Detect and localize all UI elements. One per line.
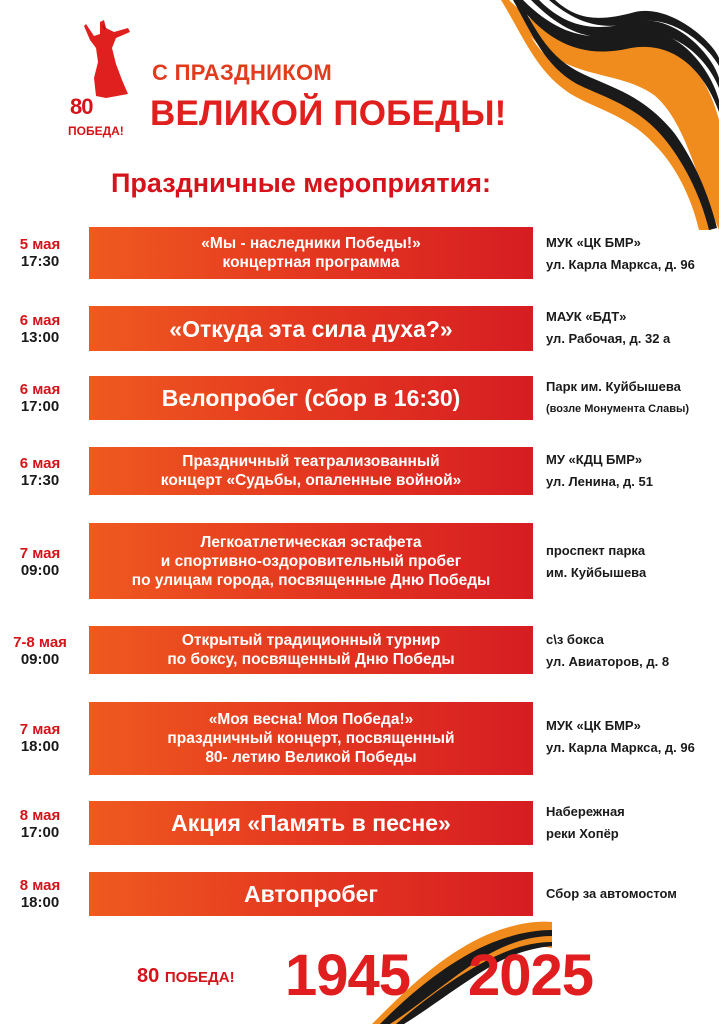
event-day: 6 мая [19,455,61,472]
event-day: 8 мая [19,877,61,894]
event-title-line: концертная программа [222,254,400,271]
event-day: 5 мая [19,236,61,253]
footer-logo-number: 80 [137,965,160,987]
event-title-bar [89,801,533,845]
event-title-bar [89,227,533,279]
event-date [0,236,80,270]
event-venue: Парк им. Куйбышева [546,379,681,394]
event-date [0,312,80,346]
logo-word: ПОБЕДА! [68,124,124,138]
event-address: ул. Ленина, д. 51 [546,474,653,489]
event-venue: МУК «ЦК БМР» [546,235,641,250]
footer-logo-word: ПОБЕДА! [164,969,235,986]
logo-number: 80 [70,94,93,119]
event-title-line: Велопробег (сбор в 16:30) [161,385,461,411]
event-title-line: по улицам города, посвященные Дню Победы [131,571,491,589]
event-title-line: Автопробег [243,881,379,907]
event-time: 18:00 [20,738,60,755]
event-title-line: 80- летию Великой Победы [205,749,417,766]
event-time: 17:30 [20,253,60,270]
footer-victory-logo [137,965,235,988]
event-day: 8 мая [19,807,61,824]
event-time: 18:00 [20,894,60,911]
event-title-line: «Откуда эта сила духа?» [169,315,453,342]
event-address: ул. Рабочая, д. 32 а [546,331,671,346]
event-place [546,232,716,276]
event-place [546,449,716,493]
event-day: 6 мая [19,312,61,329]
event-title-line: и спортивно-оздоровительный пробег [160,552,462,570]
event-date [0,877,80,911]
st-george-ribbon-top [479,0,719,230]
event-date [0,455,80,489]
greeting-line-2: ВЕЛИКОЙ ПОБЕДЫ! [150,94,507,133]
victory-80-logo [66,18,136,146]
event-address: ул. Авиаторов, д. 8 [546,654,670,669]
event-time: 09:00 [20,562,60,579]
event-title-line: Открытый традиционный турнир [181,632,441,649]
event-address: ул. Карла Маркса, д. 96 [546,740,695,755]
event-venue: с\з бокса [546,632,604,647]
event-place [546,306,716,350]
event-address: реки Хопёр [546,826,619,841]
event-date [0,545,80,579]
event-title-bar [89,702,533,775]
event-title-bar [89,626,533,674]
event-venue: Сбор за автомостом [546,886,677,901]
event-date [0,807,80,841]
event-day: 7 мая [19,721,61,738]
event-day: 6 мая [19,381,61,398]
event-address: ул. Карла Маркса, д. 96 [546,257,695,272]
event-time: 17:30 [20,472,60,489]
event-title-bar [89,523,533,599]
event-title-line: «Моя весна! Моя Победа!» [208,711,414,728]
event-place [546,801,716,845]
event-title-bar [89,872,533,916]
event-place [546,540,716,584]
event-venue: МУК «ЦК БМР» [546,718,641,733]
motherland-statue-icon [66,18,132,100]
event-address: (возле Монумента Славы) [546,403,690,415]
event-title-line: «Мы - наследники Победы!» [201,235,421,252]
event-title-line: по боксу, посвященный Дню Победы [167,651,455,668]
event-title-line: праздничный концерт, посвященный [167,730,455,747]
event-day: 7-8 мая [13,634,67,651]
event-title-line: Легкоатлетическая эстафета [200,533,422,551]
year-end: 2025 [468,943,594,1008]
event-address: им. Куйбышева [546,565,647,580]
event-title-line: концерт «Судьбы, опаленные войной» [160,472,462,489]
event-venue: МУ «КДЦ БМР» [546,452,643,467]
event-venue: МАУК «БДТ» [546,309,627,324]
event-time: 17:00 [20,398,60,415]
event-day: 7 мая [19,545,61,562]
event-place [546,376,716,420]
event-date [0,381,80,415]
event-title-bar [89,376,533,420]
event-time: 17:00 [20,824,60,841]
event-date [0,634,80,668]
event-time: 13:00 [20,329,60,346]
event-title-bar [89,306,533,351]
event-time: 09:00 [20,651,60,668]
event-title-bar [89,447,533,495]
event-place [546,629,716,673]
event-place [546,883,716,905]
event-title-line: Акция «Память в песне» [171,810,451,836]
event-venue: проспект парка [546,543,646,558]
event-venue: Набережная [546,804,625,819]
events-heading: Праздничные мероприятия: [111,168,491,198]
greeting-line-1: С ПРАЗДНИКОМ [152,60,333,85]
year-start: 1945 [285,943,411,1008]
event-date [0,721,80,755]
event-place [546,715,716,759]
event-title-line: Праздничный театрализованный [182,453,440,470]
